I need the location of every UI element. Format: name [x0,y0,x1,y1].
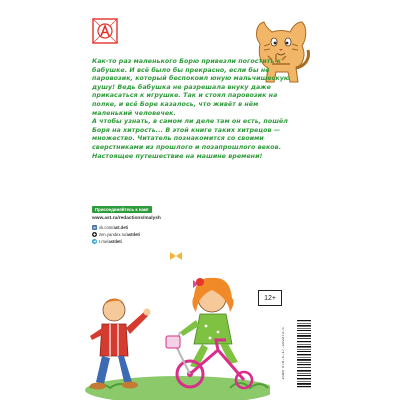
publisher-logo-icon [92,18,118,44]
boy-figure [90,298,151,389]
blurb-paragraph: А чтобы узнать, в самом ли деле там он есть, пошёл Боря на хитрость... В этой книге таких хитрецов — множество. Читатель познакомится со своими сверстниками из прошлого и позапрошлого веков. [92,118,288,151]
social-link-vk[interactable] [92,224,170,231]
girl-on-tricycle-figure [166,278,252,388]
svg-text:vk: vk [93,226,96,230]
children-illustration [80,240,270,400]
social-link-handle: ast.deti [113,225,129,230]
social-link-prefix: zen.yandex.ru/ [99,232,127,237]
social-link-prefix: vk.com/ [99,225,114,230]
social-links-block [92,198,170,245]
blurb-paragraph: Как-то раз маленького Борю привезли погостить к бабушке. И всё было бы прекрасно, если бы не паровозик, который беспокоил юную мальчишескую душу! Ведь бабушка не разрешала внуку даже прикасаться к игрушке. Так и стоял паровозик на полке, и всё Боре казалось, что живёт в нём маленький человечек. [92,58,291,117]
social-link-zen[interactable] [92,231,170,238]
age-rating-badge: 12+ [258,290,282,306]
book-blurb [92,58,292,161]
blurb-tagline: Настоящее путешествие на машине времени! [92,152,263,160]
vk-icon [92,225,97,230]
social-link-handle: astdeti [126,232,140,237]
social-link-prefix: t.me/ [99,239,109,244]
isbn-text: ISBN 978-5-17-159373-5 [282,327,286,381]
social-link-handle: astdeti [108,239,122,244]
publisher-site-link[interactable]: www.ast.ru/redactions/malysh [92,216,161,221]
social-heading: Присоединяйтесь к нам! [92,206,152,213]
barcode [295,318,313,390]
zen-icon [92,232,97,237]
